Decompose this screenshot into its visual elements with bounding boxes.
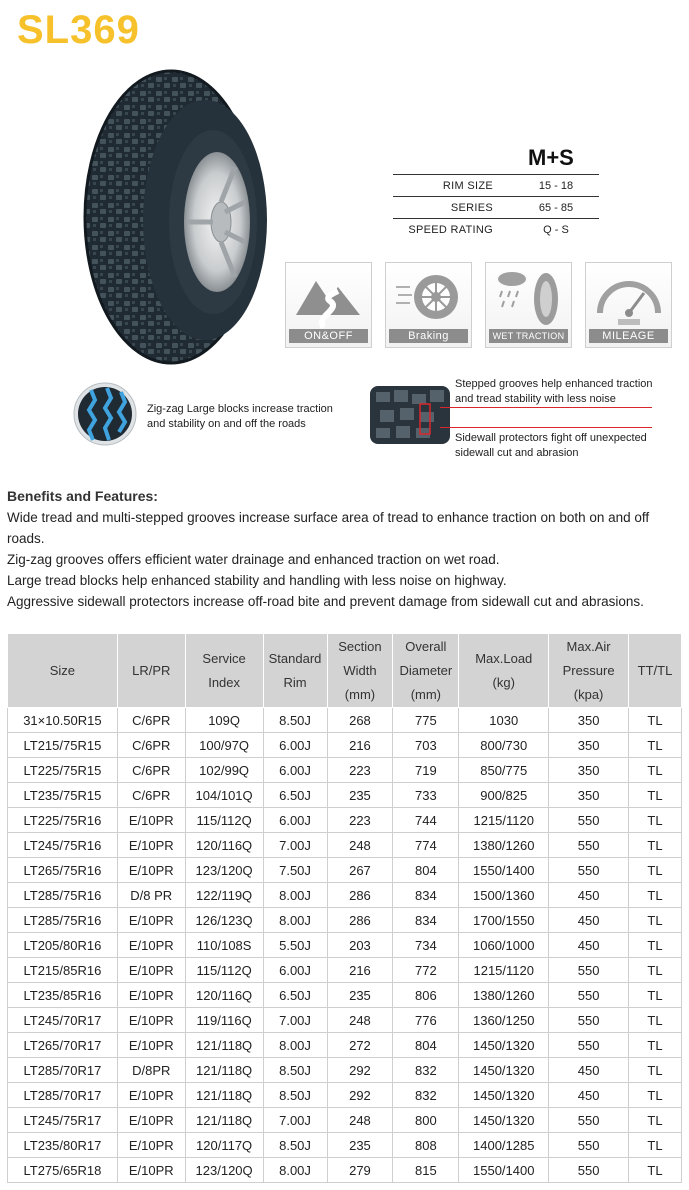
table-cell: 804 xyxy=(393,1033,459,1058)
table-cell: LT225/75R16 xyxy=(8,808,118,833)
column-header xyxy=(185,634,263,708)
table-cell: E/10PR xyxy=(117,833,185,858)
table-cell: 1450/1320 xyxy=(459,1083,549,1108)
table-cell: 109Q xyxy=(185,708,263,733)
table-row xyxy=(8,1108,682,1133)
table-cell: 550 xyxy=(549,858,629,883)
spec-row xyxy=(393,196,599,218)
table-cell: 450 xyxy=(549,908,629,933)
spec-label: RIM SIZE xyxy=(442,179,493,192)
table-cell: 115/112Q xyxy=(185,808,263,833)
table-cell: TL xyxy=(629,783,682,808)
table-header-row xyxy=(8,634,682,708)
table-cell: LT285/75R16 xyxy=(8,908,118,933)
table-cell: TL xyxy=(629,858,682,883)
table-cell: 8.00J xyxy=(263,1158,327,1183)
table-row xyxy=(8,708,682,733)
table-cell: 800 xyxy=(393,1108,459,1133)
table-row xyxy=(8,983,682,1008)
column-header xyxy=(459,634,549,708)
feature-on-off xyxy=(285,262,372,348)
table-cell: 550 xyxy=(549,1108,629,1133)
table-cell: LT245/75R16 xyxy=(8,833,118,858)
table-cell: 102/99Q xyxy=(185,758,263,783)
table-cell: E/10PR xyxy=(117,1158,185,1183)
table-cell: E/10PR xyxy=(117,858,185,883)
table-cell: 8.50J xyxy=(263,1058,327,1083)
table-cell: 292 xyxy=(327,1058,393,1083)
table-row xyxy=(8,1058,682,1083)
table-cell: 734 xyxy=(393,933,459,958)
table-cell: TL xyxy=(629,733,682,758)
table-cell: 121/118Q xyxy=(185,1108,263,1133)
table-cell: 122/119Q xyxy=(185,883,263,908)
sidewall-callout: Sidewall protectors fight off unexpected sidewall cut and abrasion xyxy=(455,432,647,459)
table-cell: TL xyxy=(629,983,682,1008)
table-cell: TL xyxy=(629,1008,682,1033)
table-cell: 120/116Q xyxy=(185,833,263,858)
table-row xyxy=(8,1033,682,1058)
table-cell: 286 xyxy=(327,883,393,908)
table-cell: 120/116Q xyxy=(185,983,263,1008)
table-cell: 248 xyxy=(327,1008,393,1033)
table-cell: 1450/1320 xyxy=(459,1033,549,1058)
column-header xyxy=(327,634,393,708)
table-cell: 6.00J xyxy=(263,758,327,783)
column-header xyxy=(263,634,327,708)
column-header xyxy=(629,634,682,708)
table-cell: LT235/80R17 xyxy=(8,1133,118,1158)
table-cell: 31×10.50R15 xyxy=(8,708,118,733)
table-cell: TL xyxy=(629,1083,682,1108)
table-cell: TL xyxy=(629,1108,682,1133)
feature-braking xyxy=(385,262,472,348)
benefit-line: Aggressive sidewall protectors increase off-road bite and prevent damage from sidewall cut and abrasions. xyxy=(7,594,644,609)
table-cell: 550 xyxy=(549,833,629,858)
table-cell: 804 xyxy=(393,858,459,883)
table-cell: E/10PR xyxy=(117,983,185,1008)
table-cell: E/10PR xyxy=(117,908,185,933)
table-cell: C/6PR xyxy=(117,783,185,808)
table-cell: 248 xyxy=(327,833,393,858)
table-cell: 850/775 xyxy=(459,758,549,783)
table-row xyxy=(8,1158,682,1183)
column-header-line: Max.Air xyxy=(566,638,611,654)
speedometer-icon xyxy=(594,269,664,329)
table-row xyxy=(8,783,682,808)
table-cell: TL xyxy=(629,1158,682,1183)
table-row xyxy=(8,908,682,933)
table-cell: TL xyxy=(629,808,682,833)
feature-label: WET TRACTION xyxy=(489,329,568,343)
table-cell: 550 xyxy=(549,1033,629,1058)
table-cell: E/10PR xyxy=(117,1033,185,1058)
table-cell: E/10PR xyxy=(117,933,185,958)
table-cell: 203 xyxy=(327,933,393,958)
table-cell: 1215/1120 xyxy=(459,808,549,833)
mountain-road-icon xyxy=(294,269,364,329)
column-header xyxy=(117,634,185,708)
tread-detail-image xyxy=(370,386,450,444)
table-cell: 1550/1400 xyxy=(459,1158,549,1183)
column-header xyxy=(393,634,459,708)
table-cell: 235 xyxy=(327,783,393,808)
size-table xyxy=(7,633,682,1183)
column-header xyxy=(8,634,118,708)
spec-label: SPEED RATING xyxy=(408,223,493,236)
table-cell: 806 xyxy=(393,983,459,1008)
table-cell: 815 xyxy=(393,1158,459,1183)
table-cell: E/10PR xyxy=(117,1133,185,1158)
table-cell: 1550/1400 xyxy=(459,858,549,883)
table-cell: 772 xyxy=(393,958,459,983)
table-cell: LT215/85R16 xyxy=(8,958,118,983)
table-row xyxy=(8,858,682,883)
table-cell: E/10PR xyxy=(117,1083,185,1108)
table-row xyxy=(8,933,682,958)
table-cell: 744 xyxy=(393,808,459,833)
table-cell: 119/116Q xyxy=(185,1008,263,1033)
column-header xyxy=(549,634,629,708)
table-cell: 216 xyxy=(327,958,393,983)
table-cell: LT235/85R16 xyxy=(8,983,118,1008)
column-header-line: Overall xyxy=(405,638,447,654)
table-cell: 350 xyxy=(549,708,629,733)
table-cell: LT285/70R17 xyxy=(8,1083,118,1108)
table-cell: 292 xyxy=(327,1083,393,1108)
spec-row xyxy=(393,218,599,240)
table-cell: 832 xyxy=(393,1058,459,1083)
table-cell: 5.50J xyxy=(263,933,327,958)
table-cell: E/10PR xyxy=(117,958,185,983)
table-cell: E/10PR xyxy=(117,1008,185,1033)
feature-label: MILEAGE xyxy=(589,329,668,343)
table-cell: D/8PR xyxy=(117,1058,185,1083)
table-cell: 800/730 xyxy=(459,733,549,758)
table-cell: 267 xyxy=(327,858,393,883)
table-cell: 7.00J xyxy=(263,1108,327,1133)
table-cell: 8.00J xyxy=(263,883,327,908)
callout-line xyxy=(440,407,652,408)
table-cell: 1450/1320 xyxy=(459,1108,549,1133)
table-cell: TL xyxy=(629,1058,682,1083)
table-cell: 1400/1285 xyxy=(459,1133,549,1158)
table-cell: 8.50J xyxy=(263,1133,327,1158)
column-header-line: Service xyxy=(202,650,246,666)
stepped-grooves-callout: Stepped grooves help enhanced traction and tread stability with less noise xyxy=(455,378,653,405)
table-row xyxy=(8,883,682,908)
spec-value: 65 - 85 xyxy=(538,201,574,214)
table-cell: E/10PR xyxy=(117,1108,185,1133)
table-cell: 279 xyxy=(327,1158,393,1183)
table-cell: LT245/70R17 xyxy=(8,1008,118,1033)
table-cell: 110/108S xyxy=(185,933,263,958)
feature-mileage xyxy=(585,262,672,348)
table-cell: C/6PR xyxy=(117,733,185,758)
table-cell: 8.00J xyxy=(263,908,327,933)
column-header-line: (kpa) xyxy=(573,686,604,702)
table-cell: 1450/1320 xyxy=(459,1058,549,1083)
feature-icons xyxy=(285,262,672,348)
table-cell: 286 xyxy=(327,908,393,933)
table-cell: D/8 PR xyxy=(117,883,185,908)
table-cell: C/6PR xyxy=(117,758,185,783)
table-cell: 6.50J xyxy=(263,783,327,808)
feature-label: Braking xyxy=(389,329,468,343)
table-cell: TL xyxy=(629,1133,682,1158)
table-cell: 121/118Q xyxy=(185,1033,263,1058)
table-row xyxy=(8,833,682,858)
column-header-line: (mm) xyxy=(344,686,376,702)
table-cell: 550 xyxy=(549,1008,629,1033)
table-cell: 121/118Q xyxy=(185,1083,263,1108)
table-cell: LT205/80R16 xyxy=(8,933,118,958)
table-cell: LT285/75R16 xyxy=(8,883,118,908)
table-cell: TL xyxy=(629,758,682,783)
table-cell: 1215/1120 xyxy=(459,958,549,983)
table-cell: E/10PR xyxy=(117,808,185,833)
table-cell: 104/101Q xyxy=(185,783,263,808)
benefit-line: Large tread blocks help enhanced stability and handling with less noise on highway. xyxy=(7,573,507,588)
benefits-heading: Benefits and Features: xyxy=(7,488,158,504)
column-header-line: LR/PR xyxy=(132,662,171,678)
table-cell: 272 xyxy=(327,1033,393,1058)
rain-tire-icon xyxy=(494,269,564,329)
table-cell: 223 xyxy=(327,758,393,783)
table-cell: 1030 xyxy=(459,708,549,733)
table-cell: LT215/75R15 xyxy=(8,733,118,758)
table-cell: 550 xyxy=(549,958,629,983)
table-row xyxy=(8,758,682,783)
column-header-line: Pressure xyxy=(562,662,615,678)
callout-line xyxy=(440,427,652,428)
table-cell: 550 xyxy=(549,808,629,833)
table-cell: 450 xyxy=(549,1083,629,1108)
table-cell: 6.00J xyxy=(263,733,327,758)
table-cell: 235 xyxy=(327,983,393,1008)
table-row xyxy=(8,1133,682,1158)
wheel-brake-icon xyxy=(394,269,464,329)
table-cell: 6.50J xyxy=(263,983,327,1008)
table-cell: 834 xyxy=(393,908,459,933)
table-cell: LT245/75R17 xyxy=(8,1108,118,1133)
table-cell: 1380/1260 xyxy=(459,833,549,858)
table-cell: 808 xyxy=(393,1133,459,1158)
table-cell: 123/120Q xyxy=(185,858,263,883)
column-header-line: Diameter xyxy=(399,662,453,678)
column-header-line: Rim xyxy=(283,674,307,690)
column-header-line: Width xyxy=(343,662,377,678)
table-cell: 6.00J xyxy=(263,958,327,983)
table-cell: 350 xyxy=(549,733,629,758)
table-cell: 121/118Q xyxy=(185,1058,263,1083)
column-header-line: Section xyxy=(338,638,382,654)
table-cell: 1700/1550 xyxy=(459,908,549,933)
feature-wet-traction xyxy=(485,262,572,348)
table-cell: 1360/1250 xyxy=(459,1008,549,1033)
table-cell: 7.00J xyxy=(263,833,327,858)
table-cell: 774 xyxy=(393,833,459,858)
table-row xyxy=(8,733,682,758)
benefit-line: Wide tread and multi-stepped grooves increase surface area of tread to enhance traction on both on and off roads. xyxy=(7,510,650,546)
column-header-line: (mm) xyxy=(410,686,442,702)
spec-table xyxy=(393,174,599,240)
table-row xyxy=(8,958,682,983)
table-cell: 350 xyxy=(549,783,629,808)
table-cell: 550 xyxy=(549,983,629,1008)
zigzag-callout: Zig-zag Large blocks increase traction and stability on and off the roads xyxy=(147,403,333,430)
spec-value: 15 - 18 xyxy=(538,179,574,192)
table-cell: 123/120Q xyxy=(185,1158,263,1183)
table-cell: 550 xyxy=(549,1133,629,1158)
table-cell: 832 xyxy=(393,1083,459,1108)
mud-snow-rating: M+S xyxy=(528,145,574,170)
column-header-line: Max.Load xyxy=(475,650,533,666)
table-cell: 126/123Q xyxy=(185,908,263,933)
table-cell: 550 xyxy=(549,1158,629,1183)
table-cell: TL xyxy=(629,708,682,733)
table-cell: 450 xyxy=(549,933,629,958)
table-cell: 775 xyxy=(393,708,459,733)
table-cell: 6.00J xyxy=(263,808,327,833)
table-cell: TL xyxy=(629,908,682,933)
table-cell: 223 xyxy=(327,808,393,833)
table-cell: TL xyxy=(629,958,682,983)
table-row xyxy=(8,1008,682,1033)
table-cell: LT265/75R16 xyxy=(8,858,118,883)
table-cell: 8.50J xyxy=(263,1083,327,1108)
table-cell: 248 xyxy=(327,1108,393,1133)
table-cell: 1380/1260 xyxy=(459,983,549,1008)
table-cell: LT275/65R18 xyxy=(8,1158,118,1183)
spec-value: Q - S xyxy=(543,223,569,236)
table-cell: 8.00J xyxy=(263,1033,327,1058)
table-row xyxy=(8,1083,682,1108)
table-cell: 703 xyxy=(393,733,459,758)
benefit-line: Zig-zag grooves offers efficient water drainage and enhanced traction on wet road. xyxy=(7,552,500,567)
table-cell: 1060/1000 xyxy=(459,933,549,958)
table-cell: 7.50J xyxy=(263,858,327,883)
table-cell: 776 xyxy=(393,1008,459,1033)
zigzag-tread-image xyxy=(73,382,137,446)
table-cell: 450 xyxy=(549,883,629,908)
table-cell: 268 xyxy=(327,708,393,733)
table-cell: 719 xyxy=(393,758,459,783)
table-cell: C/6PR xyxy=(117,708,185,733)
table-cell: 216 xyxy=(327,733,393,758)
column-header-line: Index xyxy=(208,674,241,690)
table-cell: LT225/75R15 xyxy=(8,758,118,783)
table-cell: 733 xyxy=(393,783,459,808)
table-cell: TL xyxy=(629,1033,682,1058)
table-cell: 1500/1360 xyxy=(459,883,549,908)
table-cell: 120/117Q xyxy=(185,1133,263,1158)
table-cell: 8.50J xyxy=(263,708,327,733)
table-cell: TL xyxy=(629,883,682,908)
table-cell: TL xyxy=(629,833,682,858)
table-cell: 450 xyxy=(549,1058,629,1083)
table-row xyxy=(8,808,682,833)
benefits-section xyxy=(7,488,683,612)
table-cell: 7.00J xyxy=(263,1008,327,1033)
table-cell: LT285/70R17 xyxy=(8,1058,118,1083)
table-cell: 115/112Q xyxy=(185,958,263,983)
tire-image xyxy=(75,62,275,372)
spec-label: SERIES xyxy=(450,201,493,214)
table-cell: 900/825 xyxy=(459,783,549,808)
table-cell: 834 xyxy=(393,883,459,908)
table-cell: LT235/75R15 xyxy=(8,783,118,808)
table-cell: TL xyxy=(629,933,682,958)
table-cell: 235 xyxy=(327,1133,393,1158)
spec-row xyxy=(393,174,599,196)
column-header-line: TT/TL xyxy=(637,662,673,678)
table-cell: LT265/70R17 xyxy=(8,1033,118,1058)
column-header-line: (kg) xyxy=(492,674,515,690)
table-body xyxy=(8,708,682,1183)
table-cell: 100/97Q xyxy=(185,733,263,758)
column-header-line: Standard xyxy=(268,650,322,666)
table-cell: 350 xyxy=(549,758,629,783)
column-header-line: Size xyxy=(49,662,76,678)
product-title: SL369 xyxy=(17,8,140,52)
feature-label: ON&OFF xyxy=(289,329,368,343)
